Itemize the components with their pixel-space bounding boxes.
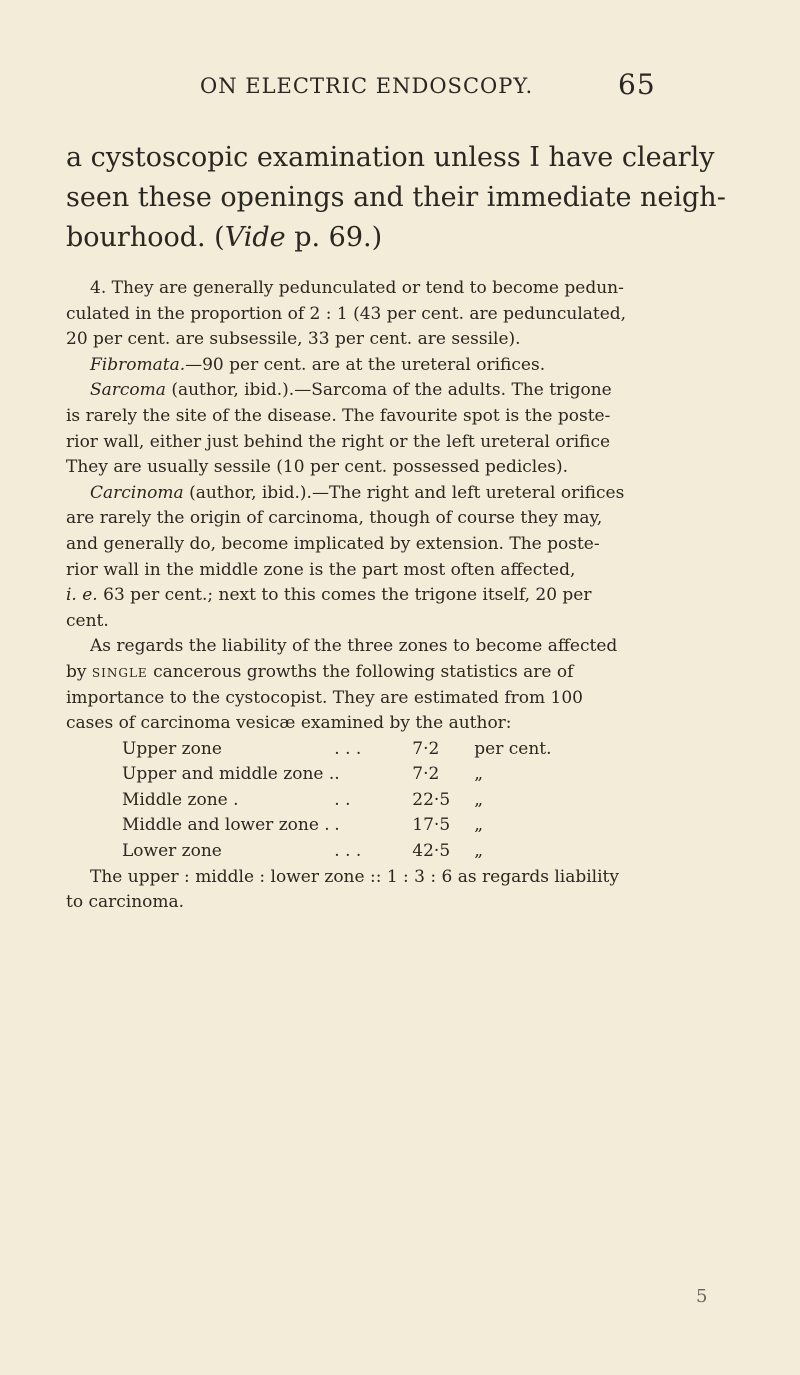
fibromata-term: Fibromata. [90,354,186,375]
leader-dots: . . [334,789,351,810]
signature-mark: 5 [696,1286,708,1307]
lead-line [66,218,686,258]
sarcoma-line: rior wall, either just behind the right or the left ureteral orifice [66,431,611,452]
zone-value: 7·2 [412,738,440,759]
single-smallcaps: single [91,661,148,682]
leader-dots: . [334,815,340,836]
sarcoma-line [66,378,736,404]
carcinoma-text: 63 per cent.; next to this comes the trigone itself, 20 per [97,585,592,606]
sarcoma-term: Sarcoma [90,380,166,401]
carcinoma-text: (author, ibid.).—The right and left ureteral orifices [183,482,625,503]
zone-unit: „ [474,764,484,785]
carcinoma-line [66,481,736,507]
table-row [122,737,552,763]
zone-label: Middle and lower zone . [122,815,330,836]
zone-unit: „ [474,789,484,810]
lead-text: bourhood. ( [66,222,225,253]
zone-unit: „ [474,841,484,862]
zone-label: Middle zone . [122,789,239,810]
carcinoma-line: are rarely the origin of carcinoma, though of course they may, [66,508,603,529]
page-number: 65 [618,68,656,101]
leader-dots: . . . [334,738,362,759]
leader-dots: . . . [334,841,362,862]
regards-text: by [66,661,92,682]
zone-label: Upper zone [122,738,222,759]
para-4-line: 4. They are generally pedunculated or tend to become pedun- [90,278,624,298]
fibromata-text: —90 per cent. are at the ureteral orifices. [185,354,546,375]
regards-line: importance to the cystocopist. They are estimated from 100 [66,687,583,708]
zone-label: Upper and middle zone . [122,764,335,785]
zone-value: 42·5 [412,841,451,862]
lead-text: p. 69.) [285,222,383,253]
carcinoma-term: Carcinoma [90,482,184,503]
para-4-line: 20 per cent. are subsessile, 33 per cent. are sessile). [66,329,521,350]
regards-text: cancerous growths the following statistics are of [147,661,574,682]
ratio-line: to carcinoma. [66,892,185,913]
lead-paragraph [66,138,726,258]
lead-line: a cystoscopic examination unless I have clearly [66,142,715,173]
carcinoma-line: rior wall in the middle zone is the part most often affected, [66,559,576,580]
zone-unit: per cent. [474,738,552,759]
regards-line: cases of carcinoma vesicæ examined by the author: [66,713,512,734]
zone-label: Lower zone [122,841,222,862]
running-head-title: ON ELECTRIC ENDOSCOPY. [200,74,534,98]
lead-line: seen these openings and their immediate neigh- [66,182,726,213]
leader-dots: . [334,764,340,785]
carcinoma-line: and generally do, become implicated by extension. The poste- [66,533,600,554]
regards-line: As regards the liability of the three zones to become affected [90,636,618,657]
sarcoma-line: is rarely the site of the disease. The favourite spot is the poste- [66,405,611,426]
table-row [122,839,552,865]
regards-line [66,660,736,686]
small-print-body [66,276,736,916]
vide-italic: Vide [224,222,286,253]
para-4-line: culated in the proportion of 2 : 1 (43 per cent. are pedunculated, [66,303,627,324]
zone-value: 17·5 [412,815,451,836]
zone-value: 7·2 [412,764,440,785]
fibromata-paragraph [66,353,736,379]
carcinoma-line [66,583,736,609]
table-row [122,762,552,788]
ratio-line: The upper : middle : lower zone :: 1 : 3 : 6 as regards liability [90,866,619,887]
zone-statistics-table [122,737,552,865]
table-row [122,788,552,814]
sarcoma-line: They are usually sessile (10 per cent. possessed pedicles). [66,457,569,478]
table-row [122,813,552,839]
sarcoma-text: (author, ibid.).—Sarcoma of the adults. The trigone [165,380,612,401]
ie-italic: i. e. [66,585,98,606]
zone-value: 22·5 [412,789,451,810]
carcinoma-line: cent. [66,610,109,631]
zone-unit: „ [474,815,484,836]
